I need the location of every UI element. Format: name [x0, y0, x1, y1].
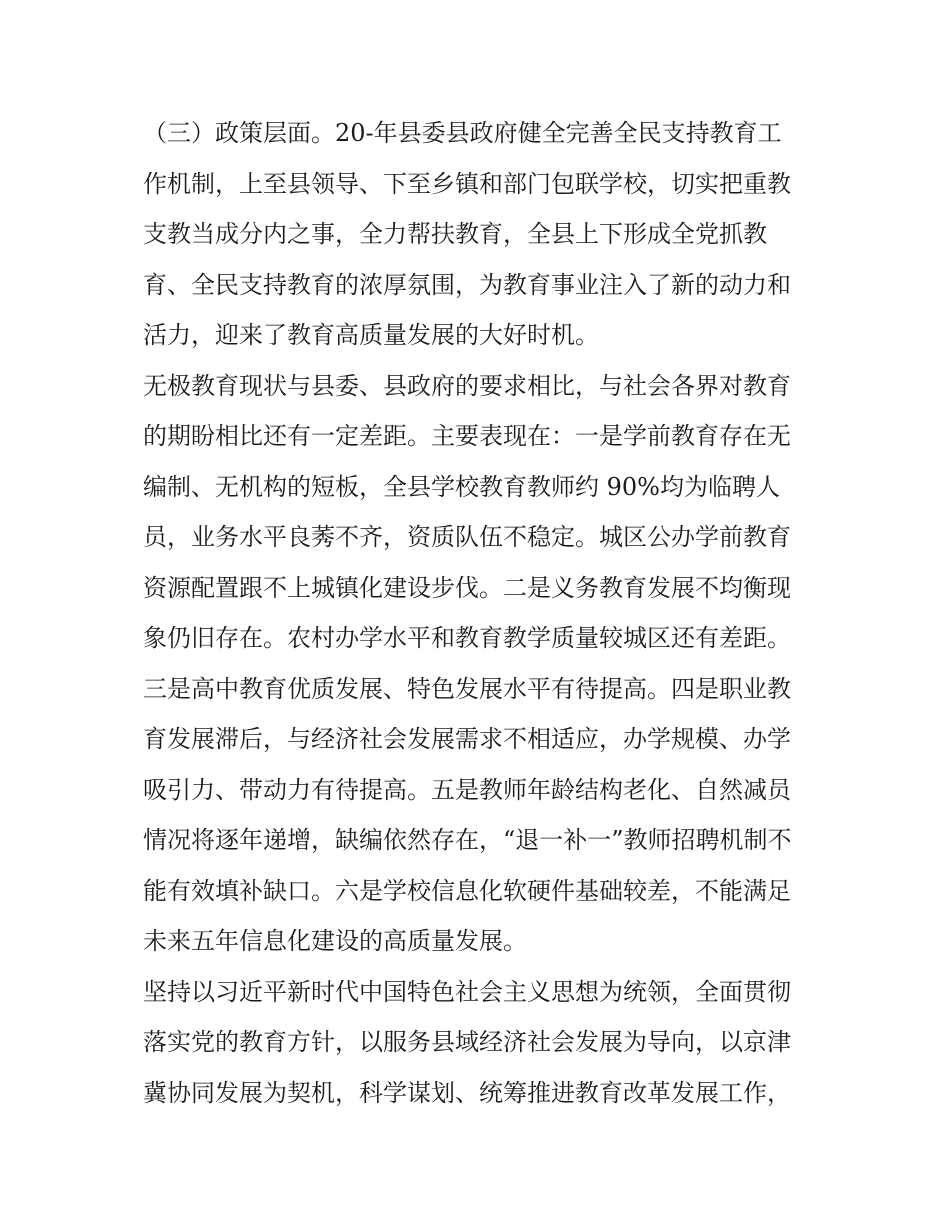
text-line: 的期盼相比还有一定差距。主要表现在：一是学前教育存在无 [143, 422, 791, 450]
text-line: 象仍旧存在。农村办学水平和教育教学质量较城区还有差距。 [143, 624, 791, 652]
text-line: 员，业务水平良莠不齐，资质队伍不稳定。城区公办学前教育 [143, 523, 791, 551]
text-line: 冀协同发展为契机，科学谋划、统筹推进教育改革发展工作， [143, 1078, 791, 1107]
text-line: （三）政策层面。20-年县委县政府健全完善全民支持教育工 [143, 119, 782, 147]
text-line: 育发展滞后，与经济社会发展需求不相适应，办学规模、办学 [143, 725, 791, 753]
text-line: 落实党的教育方针，以服务县域经济社会发展为导向，以京津 [143, 1028, 791, 1056]
text-line: 未来五年信息化建设的高质量发展。 [143, 927, 527, 955]
document-body [143, 108, 815, 1118]
text-line: 无极教育现状与县委、县政府的要求相比，与社会各界对教育 [143, 371, 791, 400]
text-line: 资源配置跟不上城镇化建设步伐。二是义务教育发展不均衡现 [143, 573, 791, 602]
text-line: 活力，迎来了教育高质量发展的大好时机。 [143, 321, 599, 349]
text-line: 能有效填补缺口。六是学校信息化软硬件基础较差，不能满足 [143, 876, 791, 905]
text-line: 吸引力、带动力有待提高。五是教师年龄结构老化、自然减员 [143, 775, 791, 804]
paragraph-policy [143, 108, 815, 361]
text-line: 育、全民支持教育的浓厚氛围，为教育事业注入了新的动力和 [143, 270, 791, 299]
paragraph-guiding-principle [143, 967, 815, 1119]
text-line: 作机制，上至县领导、下至乡镇和部门包联学校，切实把重教 [143, 169, 791, 198]
text-line: 坚持以习近平新时代中国特色社会主义思想为统领，全面贯彻 [143, 977, 791, 1006]
text-line: 编制、无机构的短板，全县学校教育教师约 90%均为临聘人 [143, 472, 780, 501]
text-line: 情况将逐年递增，缺编依然存在，“退一补一”教师招聘机制不 [143, 826, 792, 854]
paragraph-status [143, 361, 815, 967]
text-line: 三是高中教育优质发展、特色发展水平有待提高。四是职业教 [143, 674, 791, 703]
text-line: 支教当成分内之事，全力帮扶教育，全县上下形成全党抓教 [143, 220, 767, 248]
